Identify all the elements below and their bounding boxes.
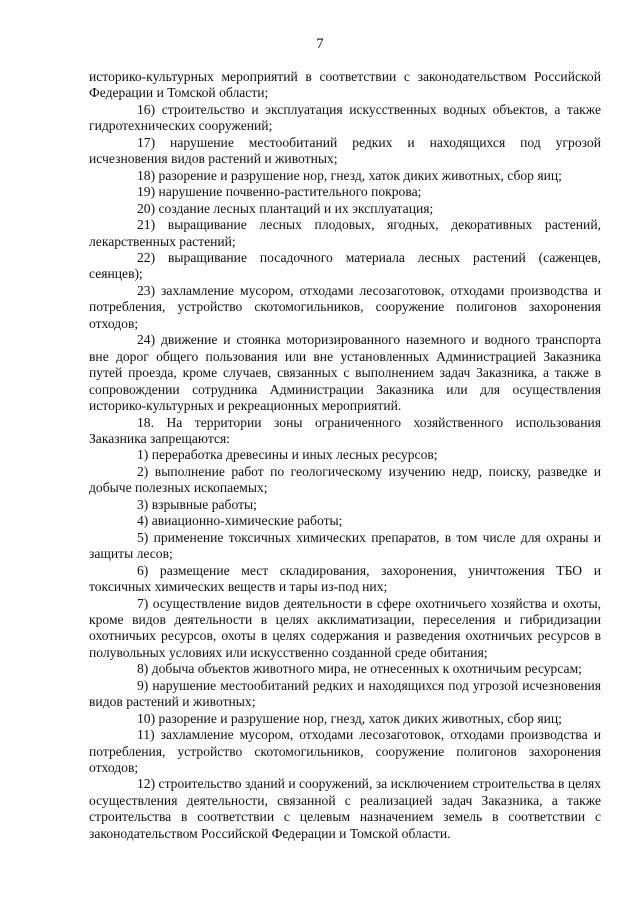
paragraph: 19) нарушение почвенно-растительного покрова; [137, 184, 422, 200]
paragraph: 23) захламление мусором, отходами лесозаготовок, отходами производства и потребления, устройство скотомогильников, сооружение полигонов захоронения отходов; [89, 282, 601, 331]
paragraph: 11) захламление мусором, отходами лесозаготовок, отходами производства и потребления, устройство скотомогильников, сооружение полигонов захоронения отходов; [89, 727, 601, 776]
paragraph: 22) выращивание посадочного материала лесных растений (саженцев, сеянцев); [89, 249, 601, 282]
paragraph: 8) добыча объектов животного мира, не отнесенных к охотничьим ресурсам; [137, 661, 582, 677]
paragraph: 17) нарушение местообитаний редких и находящихся под угрозой исчезновения видов растений и животных; [89, 134, 601, 167]
paragraph: 5) применение токсичных химических препаратов, в том числе для охраны и защиты лесов; [89, 529, 601, 562]
paragraph: 18. На территории зоны ограниченного хозяйственного использования Заказника запрещаются: [89, 414, 601, 446]
paragraph: 12) строительство зданий и сооружений, за исключением строительства в целях осуществления деятельности, связанной с реализацией задач Заказника, а также строительства в соответствии с целевым назначением земель в соответствии с законодательством Российской Федерации и Томской области. [89, 776, 601, 841]
paragraph: 24) движение и стоянка моторизированного наземного и водного транспорта вне дорог общего пользования или вне установленных Администрацией Заказника путей проезда, кроме случаев, связанных с выполнением задач Заказника, а также в сопровождении сотрудника Администрации Заказника или для осуществления историко-культурных и рекреационных мероприятий. [89, 332, 601, 414]
document-body [89, 69, 601, 842]
paragraph: 1) переработка древесины и иных лесных ресурсов; [137, 447, 438, 463]
paragraph: 9) нарушение местообитаний редких и находящихся под угрозой исчезновения видов растений и животных; [89, 677, 601, 710]
paragraph: 10) разорение и разрушение нор, гнезд, хаток диких животных, сбор яиц; [137, 710, 562, 726]
paragraph: 16) строительство и эксплуатация искусственных водных объектов, а также гидротехнических сооружений; [89, 101, 601, 134]
paragraph: 3) взрывные работы; [137, 496, 257, 512]
paragraph: 20) создание лесных плантаций и их эксплуатация; [137, 200, 434, 216]
paragraph: 7) осуществление видов деятельности в сфере охотничьего хозяйства и охоты, кроме видов деятельности в целях акклиматизации, переселения и гибридизации охотничьих ресурсов, охоты в целях содержания и разведения охотничьих ресурсов в полувольных условиях или искусственно созданной среде обитания; [89, 595, 601, 660]
paragraph: историко-культурных мероприятий в соответствии с законодательством Российской Федерации и Томской области; [89, 69, 601, 101]
paragraph: 6) размещение мест складирования, захоронения, уничтожения ТБО и токсичных химических веществ и тары из-под них; [89, 562, 601, 595]
paragraph: 2) выполнение работ по геологическому изучению недр, поиску, разведке и добыче полезных ископаемых; [89, 463, 601, 496]
page-number: 7 [316, 36, 324, 52]
paragraph: 21) выращивание лесных плодовых, ягодных, декоративных растений, лекарственных растений; [89, 217, 601, 249]
paragraph: 4) авиационно-химические работы; [137, 513, 343, 529]
paragraph: 18) разорение и разрушение нор, гнезд, хаток диких животных, сбор яиц; [137, 167, 562, 183]
